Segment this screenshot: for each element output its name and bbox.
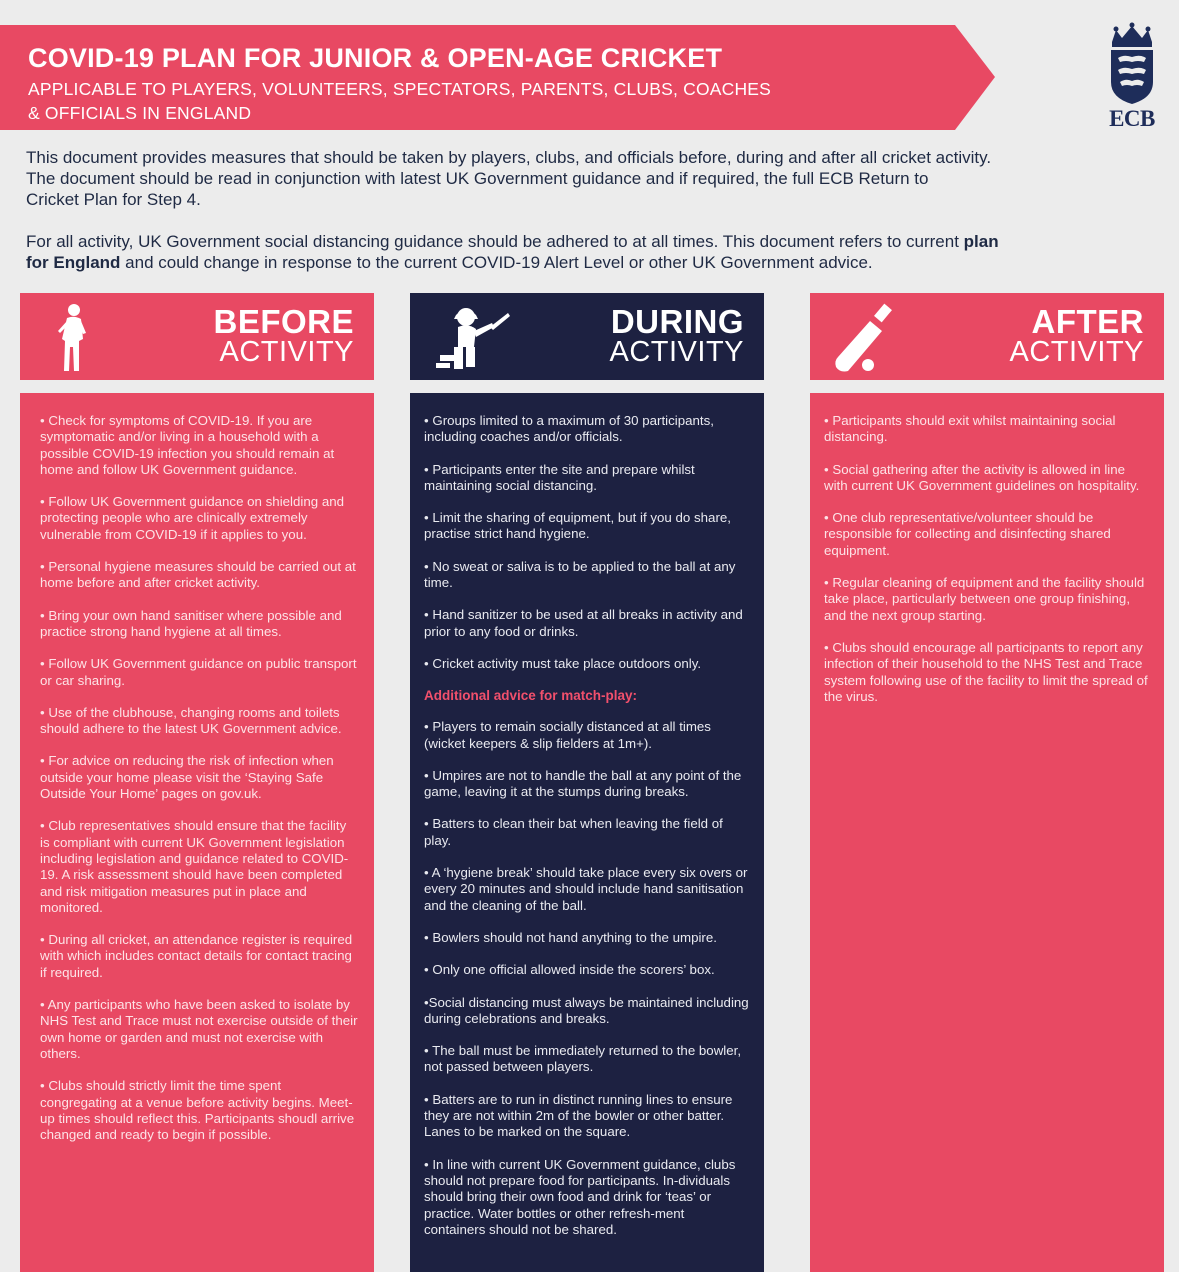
intro-p2-bold-1: plan: [963, 232, 999, 251]
page-title: COVID-19 PLAN FOR JUNIOR & OPEN-AGE CRICKET: [28, 43, 723, 73]
list-item: • In line with current UK Government guidance, clubs should not prepare food for participants. In-dividuals should bring their own food and drink for ‘teas’ or practice. Water bottles or other refresh-ment containers should not be shared.: [424, 1156, 736, 1237]
ecb-logo: [1104, 22, 1160, 134]
list-item: • The ball must be immediately returned to the bowler, not passed between players.: [424, 1043, 742, 1075]
page-subtitle: [28, 77, 828, 125]
during-header: [410, 293, 764, 380]
list-item: • Cricket activity must take place outdoors only.: [424, 655, 702, 671]
title-banner: [0, 25, 995, 130]
list-item: • Follow UK Government guidance on public transport or car sharing.: [40, 656, 357, 688]
list-item: • Any participants who have been asked to isolate by NHS Test and Trace must not exercise outside of their own home or garden and must not exercise with others.: [40, 997, 358, 1061]
after-list-panel: [810, 393, 1164, 1272]
list-item: • Check for symptoms of COVID-19. If you are symptomatic and/or living in a household with a possible COVID-19 infection you should remain at home and follow UK Government guidance.: [40, 413, 335, 477]
intro-p2-d: and could change in response to the current COVID-19 Alert Level or other UK Government advice.: [120, 253, 873, 272]
list-item: •Social distancing must always be maintained including during celebrations and breaks.: [424, 994, 749, 1026]
before-title: BEFORE: [213, 303, 354, 340]
list-item: • Clubs should encourage all participants to report any infection of their household to the NHS Test and Trace system following use of the facility to limit the spread of the virus.: [824, 639, 1148, 704]
ecb-crest-icon: [1104, 22, 1160, 106]
before-subtitle: ACTIVITY: [219, 336, 354, 368]
list-item: • Groups limited to a maximum of 30 participants, including coaches and/or officials.: [424, 413, 714, 445]
list-item: • A ‘hygiene break’ should take place every six overs or every 20 minutes and should include hand sanitisation and the cleaning of the ball.: [424, 865, 748, 913]
list-item: • Clubs should strictly limit the time spent congregating at a venue before activity begins. Meet-up times should reflect this. Participants shoudl arrive changed and ready to begin if possible.: [40, 1078, 355, 1143]
list-item: • Regular cleaning of equipment and the facility should take place, particularly between one group finishing, and the next group starting.: [824, 575, 1145, 623]
match-play-subheading: Additional advice for match-play:: [424, 688, 638, 704]
list-item: • Hand sanitizer to be used at all breaks in activity and prior to any food or drinks.: [424, 607, 743, 639]
intro-paragraph-1: [26, 147, 1156, 210]
during-subtitle: ACTIVITY: [609, 336, 744, 368]
before-list-panel: [20, 393, 374, 1272]
cricket-bat-and-ball-icon: [830, 301, 900, 373]
batsman-icon: [430, 301, 510, 373]
list-item: • Participants should exit whilst maintaining social distancing.: [824, 413, 1116, 445]
before-list: [40, 413, 359, 1143]
intro-p1-line-2: The document should be read in conjunction with latest UK Government guidance and if required, the full ECB Return to: [26, 169, 929, 188]
intro-p2-a: For all activity, UK Government social distancing guidance should be adhered to at all times. This document refers to current: [26, 232, 964, 251]
list-item: • Follow UK Government guidance on shielding and protecting people who are clinically extremely vulnerable from COVID-19 if it applies to you.: [40, 494, 345, 542]
intro-p1-line-1: This document provides measures that should be taken by players, clubs, and officials before, during and after all cricket activity.: [26, 148, 992, 167]
list-item: • Bring your own hand sanitiser where possible and practice strong hand hygiene at all times.: [40, 607, 342, 639]
subtitle-line-2: & OFFICIALS IN ENGLAND: [28, 103, 252, 123]
list-item: • Bowlers should not hand anything to the umpire.: [424, 929, 717, 945]
intro-p2-bold-2: for England: [26, 253, 121, 272]
after-header: [810, 293, 1164, 380]
list-item: • Participants enter the site and prepare whilst maintaining social distancing.: [424, 461, 695, 493]
after-subtitle: ACTIVITY: [1009, 336, 1144, 368]
before-header: [20, 293, 374, 380]
list-item: • Use of the clubhouse, changing rooms and toilets should adhere to the latest UK Government advice.: [40, 704, 342, 737]
after-title: AFTER: [1031, 303, 1144, 340]
after-list: [824, 413, 1149, 705]
list-item: • During all cricket, an attendance register is required with which includes contact details for contact tracing if required.: [40, 932, 353, 980]
match-play-list: [424, 719, 749, 1238]
list-item: • Players to remain socially distanced at all times (wicket keepers & slip fielders at 1m+).: [424, 719, 711, 751]
list-item: • Only one official allowed inside the scorers’ box.: [424, 962, 715, 978]
list-item: • For advice on reducing the risk of infection when outside your home please visit the ‘Staying Safe Outside Your Home’ pages on gov.uk.: [40, 753, 334, 802]
intro-p1-line-3: Cricket Plan for Step 4.: [26, 190, 201, 209]
list-item: • Batters to clean their bat when leaving the field of play.: [424, 816, 723, 848]
intro-text: [26, 147, 1156, 294]
during-title: DURING: [610, 303, 744, 340]
intro-paragraph-2: [26, 231, 1156, 273]
list-item: • No sweat or saliva is to be applied to the ball at any time.: [424, 558, 736, 591]
during-list-panel: [410, 393, 764, 1272]
list-item: • Limit the sharing of equipment, but if you do share, practise strict hand hygiene.: [424, 510, 731, 542]
ecb-logo-text: ECB: [1109, 106, 1155, 131]
list-item: • Personal hygiene measures should be carried out at home before and after cricket activity.: [40, 559, 356, 591]
list-item: • Batters are to run in distinct running lines to ensure they are not within 2m of the bowler or other batter. Lanes to be marked on the square.: [424, 1091, 733, 1140]
list-item: • Social gathering after the activity is allowed in line with current UK Government guidelines on hospitality.: [824, 461, 1140, 493]
list-item: • One club representative/volunteer should be responsible for collecting and disinfecting shared equipment.: [824, 510, 1111, 558]
person-icon: [40, 301, 100, 373]
list-item: • Club representatives should ensure that the facility is compliant with current UK Government legislation including legislation and guidance related to COVID-19. A risk assessment should have been completed and risk mitigation measures put in place and monitored.: [40, 818, 349, 915]
subtitle-line-1: APPLICABLE TO PLAYERS, VOLUNTEERS, SPECTATORS, PARENTS, CLUBS, COACHES: [28, 79, 772, 99]
during-list: [424, 413, 749, 672]
list-item: • Umpires are not to handle the ball at any point of the game, leaving it at the stumps during breaks.: [424, 767, 742, 800]
